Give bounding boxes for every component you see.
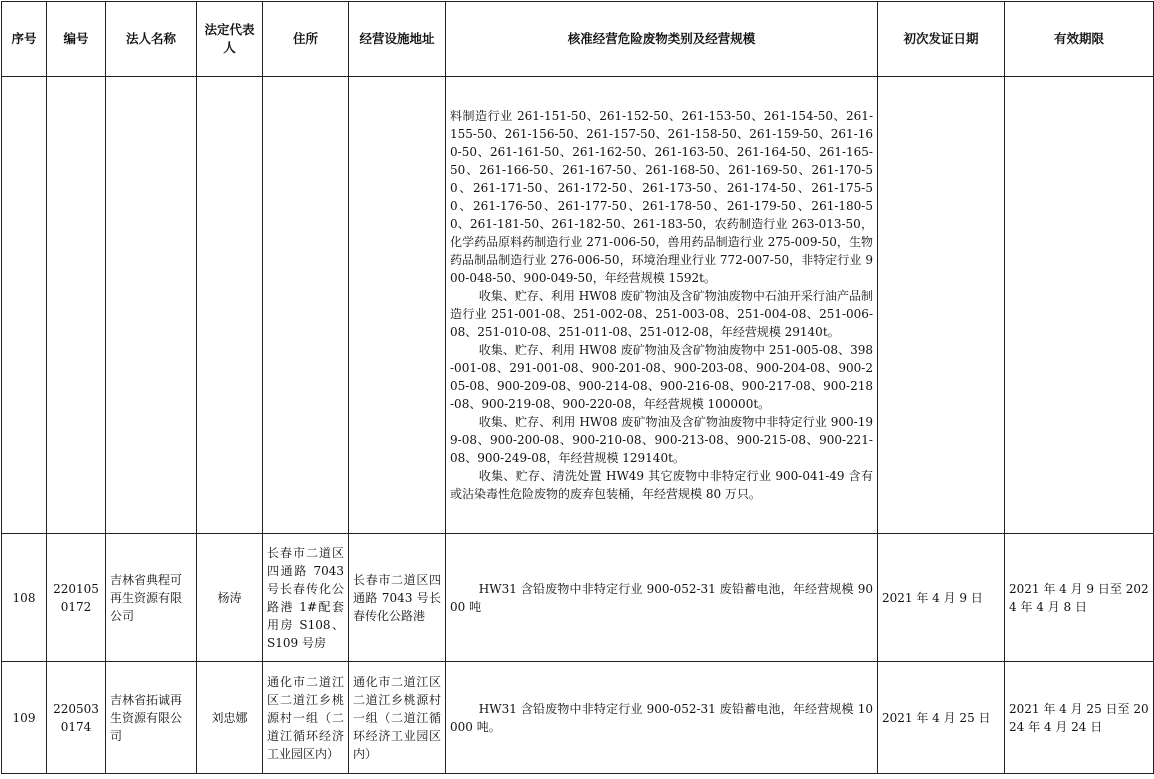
scope-paragraph: 料制造行业 261-151-50、261-152-50、261-153-50、261-154-50、261-155-50、261-156-50、261-157-50、261-158-50、261-159-50、261-160-50、261-161-50、261-162-50、261-163-50、261-164-50、261-165-50、261-166-50、261-167-50、261-168-50、261-169-50、261-170-50、261-171-50、261-172-50、261-173-50、261-174-50、261-175-50、261-176-50、261-177-50、261-178-50、261-179-50、261-180-50、261-181-50、261-182-50、261-183-50，农药制造行业 263-013-50，化学药品原料药制造行业 271-006-50，兽用药品制造行业 275-009-50，生物药品制品制造行业 276-006-50，环境治理业行业 772-007-50，非特定行业 900-048-50、900-049-50，年经营规模 1592t。	[450, 109, 873, 285]
cell-empty	[2, 77, 47, 534]
scope-continuation-cell	[446, 77, 878, 534]
cell-empty	[263, 77, 349, 534]
header-address: 住所	[263, 2, 349, 77]
header-valid: 有效期限	[1005, 2, 1154, 77]
row-rep: 杨涛	[197, 534, 263, 662]
header-code: 编号	[47, 2, 106, 77]
row-address: 长春市二道区四通路 7043 号长春传化公路港 1#配套用房 S108、S109 号房	[263, 534, 349, 662]
header-row	[2, 2, 1154, 77]
row-facility: 长春市二道区四通路 7043 号长春传化公路港	[349, 534, 446, 662]
row-valid: 2021 年 4 月 9 日至 2024 年 4 月 8 日	[1005, 534, 1154, 662]
scope-paragraph: 收集、贮存、利用 HW08 废矿物油及含矿物油废物中石油开采行油产品制造行业 251-001-08、251-002-08、251-003-08、251-004-08、251-006-08、251-010-08、251-011-08、251-012-08，年经营规模 29140t。	[450, 289, 873, 339]
row-valid: 2021 年 4 月 25 日至 2024 年 4 月 24 日	[1005, 662, 1154, 774]
row-company: 吉林省典程可再生资源有限公司	[106, 534, 197, 662]
header-company: 法人名称	[106, 2, 197, 77]
header-issue-date: 初次发证日期	[878, 2, 1005, 77]
scope-paragraph: 收集、贮存、利用 HW08 废矿物油及含矿物油废物中非特定行业 900-199-08、900-200-08、900-210-08、900-213-08、900-215-08、900-221-08、900-249-08，年经营规模 129140t。	[450, 415, 873, 465]
header-scope: 核准经营危险废物类别及经营规模	[446, 2, 878, 77]
header-rep: 法定代表人	[197, 2, 263, 77]
scope-paragraph: 收集、贮存、利用 HW08 废矿物油及含矿物油废物中 251-005-08、398-001-08、291-001-08、900-201-08、900-203-08、900-204-08、900-205-08、900-209-08、900-214-08、900-216-08、900-217-08、900-218-08、900-219-08、900-220-08，年经营规模 100000t。	[450, 343, 873, 411]
cell-empty	[878, 77, 1005, 534]
row-seq: 109	[2, 662, 47, 774]
row-address: 通化市二道江区二道江乡桃源村一组（二道江循环经济工业园区内）	[263, 662, 349, 774]
table-row	[2, 662, 1154, 774]
cell-empty	[1005, 77, 1154, 534]
row-scope-text: HW31 含铅废物中非特定行业 900-052-31 废铅蓄电池，年经营规模 9000 吨	[450, 581, 873, 614]
row-scope	[446, 662, 878, 774]
header-facility: 经营设施地址	[349, 2, 446, 77]
cell-empty	[47, 77, 106, 534]
scope-paragraph: 收集、贮存、清洗处置 HW49 其它废物中非特定行业 900-041-49 含有或沾染毒性危险废物的废弃包装桶，年经营规模 80 万只。	[450, 469, 873, 501]
table-row	[2, 534, 1154, 662]
license-table	[1, 1, 1154, 774]
row-scope-text: HW31 含铅废物中非特定行业 900-052-31 废铅蓄电池，年经营规模 10000 吨。	[450, 701, 873, 734]
row-code: 2201050172	[47, 534, 106, 662]
cell-empty	[197, 77, 263, 534]
row-seq: 108	[2, 534, 47, 662]
row-rep: 刘忠娜	[197, 662, 263, 774]
table-row-continuation	[2, 77, 1154, 534]
row-code: 2205030174	[47, 662, 106, 774]
row-issue-date: 2021 年 4 月 25 日	[878, 662, 1005, 774]
cell-empty	[349, 77, 446, 534]
row-company: 吉林省拓诚再生资源有限公司	[106, 662, 197, 774]
cell-empty	[106, 77, 197, 534]
row-facility: 通化市二道江区二道江乡桃源村一组（二道江循环经济工业园区内）	[349, 662, 446, 774]
row-scope	[446, 534, 878, 662]
header-seq: 序号	[2, 2, 47, 77]
row-issue-date: 2021 年 4 月 9 日	[878, 534, 1005, 662]
